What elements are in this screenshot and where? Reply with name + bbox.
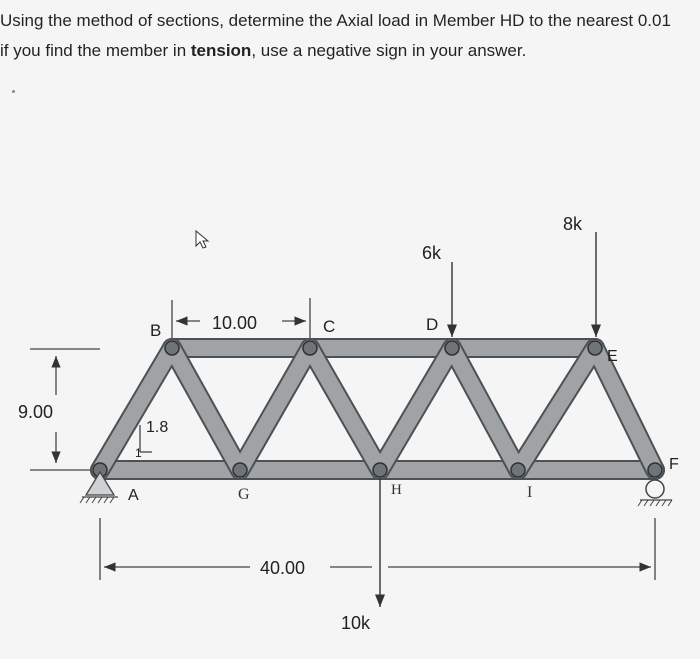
truss-members xyxy=(100,348,655,470)
mouse-pointer-icon xyxy=(196,231,208,248)
joint-d xyxy=(445,341,459,355)
joint-g xyxy=(233,463,247,477)
panel-dimension-label: 10.00 xyxy=(212,313,258,333)
load-label-d: 6k xyxy=(422,243,442,263)
question-line-2-end: , use a negative sign in your answer. xyxy=(251,41,527,60)
node-label-g: G xyxy=(238,486,250,503)
node-label-e: E xyxy=(607,348,618,365)
node-label-a: A xyxy=(128,487,139,504)
node-label-d: D xyxy=(426,315,439,334)
joint-b xyxy=(165,341,179,355)
node-label-b: B xyxy=(150,321,162,340)
node-label-f: F xyxy=(669,456,679,473)
joint-e xyxy=(588,341,602,355)
node-label-c: C xyxy=(323,317,336,336)
member-ch xyxy=(310,348,380,470)
slope-rise-label: 1.8 xyxy=(146,419,169,436)
member-di xyxy=(452,348,518,470)
node-label-h: H xyxy=(391,482,402,498)
question-line-1: Using the method of sections, determine the Axial load in Member HD to the nearest 0.01 xyxy=(0,11,671,30)
member-bg xyxy=(172,348,240,470)
load-label-h: 10k xyxy=(341,613,371,633)
joint-h xyxy=(373,463,387,477)
joint-f xyxy=(648,463,662,477)
node-label-i: I xyxy=(527,484,533,501)
joint-c xyxy=(303,341,317,355)
roller-support-f xyxy=(638,480,672,506)
slope-run-label: 1 xyxy=(135,446,142,460)
member-ef xyxy=(595,348,655,470)
height-dimension-label: 9.00 xyxy=(18,402,54,422)
member-hd xyxy=(380,348,452,470)
span-dimension-label: 40.00 xyxy=(260,558,306,578)
joint-i xyxy=(511,463,525,477)
load-label-e: 8k xyxy=(563,214,583,234)
member-ie xyxy=(518,348,595,470)
question-line-2-start: if you find the member in xyxy=(0,41,191,60)
member-gc xyxy=(240,348,310,470)
tension-word: tension xyxy=(190,41,252,60)
